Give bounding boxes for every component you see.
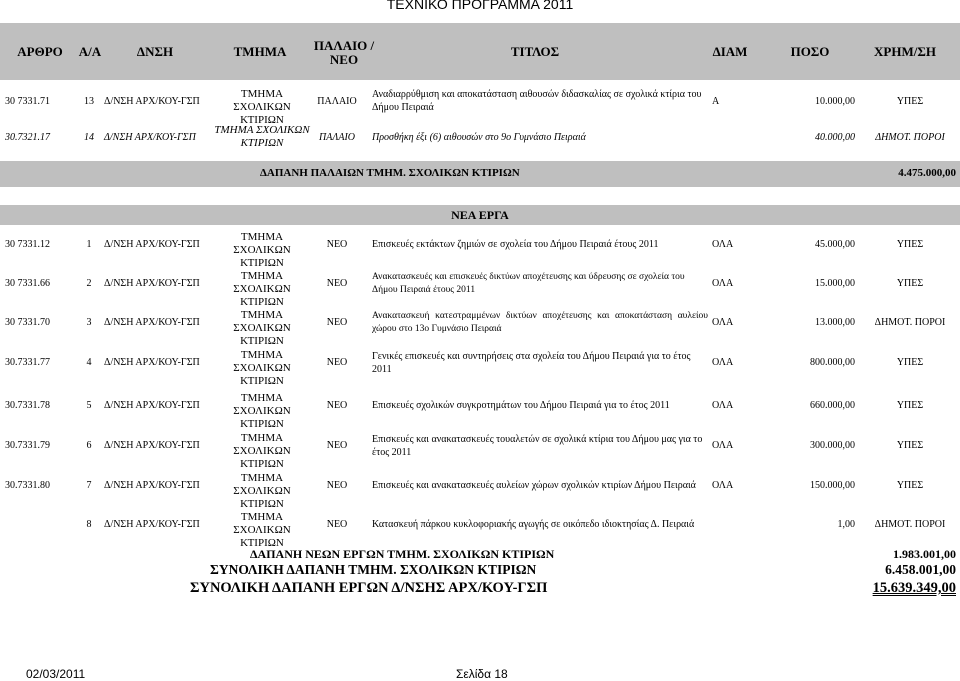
top-bar xyxy=(0,0,960,14)
row-diam: ΟΛΑ xyxy=(712,239,734,250)
section-new-heading: ΝΕΑ ΕΡΓΑ xyxy=(451,208,509,222)
row-type: ΝΕΟ xyxy=(326,400,348,411)
row-code: 30 7331.70 xyxy=(5,317,50,328)
row-poso: 300.000,00 xyxy=(810,440,855,451)
row-aa: 6 xyxy=(86,440,92,451)
row-tmhma xyxy=(212,309,312,348)
table-row xyxy=(0,392,960,430)
row-tmhma xyxy=(212,124,312,150)
total-new-label: ΔΑΠΑΝΗ ΝΕΩΝ ΕΡΓΩΝ ΤΜΗΜ. ΣΧΟΛΙΚΩΝ ΚΤΙΡΙΩΝ xyxy=(250,547,555,561)
row-xrim: ΥΠΕΣ xyxy=(896,96,924,107)
row-title: Ανακατασκευές και επισκευές δικτύων αποχέτευσης και ύδρευσης σε σχολεία του Δήμου Πειραιά έτους 2011 xyxy=(372,272,685,295)
row-aa: 13 xyxy=(84,96,94,107)
row-dnsh: Δ/ΝΣΗ ΑΡΧ/ΚΟΥ-ΓΣΠ xyxy=(104,357,200,368)
row-xrim: ΥΠΕΣ xyxy=(896,440,924,451)
row-tmhma-line1: ΤΜΗΜΑ ΣΧΟΛΙΚΩΝ xyxy=(233,432,291,457)
row-aa: 7 xyxy=(86,480,92,491)
row-tmhma xyxy=(212,231,312,270)
row-code: 30.7331.77 xyxy=(5,357,50,368)
row-dnsh: Δ/ΝΣΗ ΑΡΧ/ΚΟΥ-ΓΣΠ xyxy=(104,239,200,250)
row-tmhma-line2: ΚΤΙΡΙΩΝ xyxy=(240,335,284,347)
row-type: ΝΕΟ xyxy=(326,239,348,250)
row-xrim: ΥΠΕΣ xyxy=(896,239,924,250)
row-tmhma-line2: ΚΤΙΡΙΩΝ xyxy=(240,375,284,387)
table-row xyxy=(0,432,960,470)
row-diam: ΟΛΑ xyxy=(712,440,734,451)
old-total-band xyxy=(0,161,960,187)
row-diam: ΟΛΑ xyxy=(712,357,734,368)
row-poso: 150.000,00 xyxy=(810,480,855,491)
row-code: 30 7331.71 xyxy=(5,96,50,107)
table-row xyxy=(0,511,960,549)
total-directorate-label: ΣΥΝΟΛΙΚΗ ΔΑΠΑΝΗ ΕΡΓΩΝ Δ/ΝΣΗΣ ΑΡΧ/ΚΟΥ-ΓΣΠ xyxy=(190,580,548,596)
row-tmhma-line1: ΤΜΗΜΑ ΣΧΟΛΙΚΩΝ xyxy=(233,270,291,295)
row-aa: 8 xyxy=(86,519,92,530)
row-code: 30.7331.78 xyxy=(5,400,50,411)
row-xrim: ΥΠΕΣ xyxy=(896,480,924,491)
row-code: 30.7331.79 xyxy=(5,440,50,451)
row-xrim: ΔΗΜΟΤ. ΠΟΡΟΙ xyxy=(875,132,945,143)
row-tmhma-line2: ΚΤΙΡΙΩΝ xyxy=(240,257,284,269)
header-diam: ΔΙΑΜ xyxy=(712,44,748,59)
row-aa: 2 xyxy=(86,278,92,289)
row-aa: 14 xyxy=(84,132,94,143)
row-tmhma xyxy=(212,511,312,550)
header-poso: ΠΟΣΟ xyxy=(790,44,830,59)
row-tmhma-line1: ΤΜΗΜΑ ΣΧΟΛΙΚΩΝ xyxy=(233,349,291,374)
table-row xyxy=(0,231,960,269)
row-diam: ΟΛΑ xyxy=(712,480,734,491)
table-row xyxy=(0,309,960,347)
row-poso: 1,00 xyxy=(837,519,855,530)
row-title: Επισκευές και ανακατασκευές αυλείων χώρων σχολικών κτιρίων Δήμου Πειραιά xyxy=(372,480,696,491)
row-diam: ΟΛΑ xyxy=(712,317,734,328)
row-type: ΝΕΟ xyxy=(326,440,348,451)
row-tmhma-line1: ΤΜΗΜΑ ΣΧΟΛΙΚΩΝ xyxy=(233,231,291,256)
row-poso: 10.000,00 xyxy=(815,96,855,107)
row-tmhma-line2: ΚΤΙΡΙΩΝ xyxy=(240,537,284,549)
section-new-band xyxy=(0,205,960,225)
total-new-value: 1.983.001,00 xyxy=(893,547,956,561)
total-directorate-value: 15.639.349,00 xyxy=(872,580,956,596)
row-tmhma-line2: ΚΤΙΡΙΩΝ xyxy=(240,296,284,308)
row-type: ΠΑΛΑΙΟ xyxy=(317,96,357,107)
row-poso: 800.000,00 xyxy=(810,357,855,368)
row-tmhma xyxy=(212,349,312,388)
row-diam: ΟΛΑ xyxy=(712,400,734,411)
row-type: ΠΑΛΑΙΟ xyxy=(318,132,356,143)
row-code: 30.7321.17 xyxy=(5,132,50,143)
row-code: 30 7331.66 xyxy=(5,278,50,289)
row-dnsh: Δ/ΝΣΗ ΑΡΧ/ΚΟΥ-ΓΣΠ xyxy=(104,519,200,530)
row-tmhma xyxy=(212,392,312,431)
row-diam: ΟΛΑ xyxy=(712,278,734,289)
row-dnsh: Δ/ΝΣΗ ΑΡΧ/ΚΟΥ-ΓΣΠ xyxy=(104,400,200,411)
row-dnsh: Δ/ΝΣΗ ΑΡΧ/ΚΟΥ-ΓΣΠ xyxy=(104,440,200,451)
table-header xyxy=(0,23,960,80)
row-diam: Α xyxy=(712,96,720,107)
row-title: Γενικές επισκευές και συντηρήσεις στα σχολεία του Δήμου Πειραιά για το έτος 2011 xyxy=(372,351,691,375)
row-poso: 13.000,00 xyxy=(815,317,855,328)
header-titlos: ΤΙΤΛΟΣ xyxy=(510,44,560,59)
header-xrim: ΧΡΗΜ/ΣΗ xyxy=(874,44,936,59)
row-type: ΝΕΟ xyxy=(326,480,348,491)
row-title: Επισκευές σχολικών συγκροτημάτων του Δήμου Πειραιά για το έτος 2011 xyxy=(372,400,670,411)
footer-date: 02/03/2011 xyxy=(26,667,86,681)
row-tmhma-line2: ΚΤΙΡΙΩΝ xyxy=(240,137,284,149)
header-arthro: ΑΡΘΡΟ xyxy=(17,44,63,59)
row-xrim: ΔΗΜΟΤ. ΠΟΡΟΙ xyxy=(874,317,946,328)
row-poso: 15.000,00 xyxy=(815,278,855,289)
row-xrim: ΥΠΕΣ xyxy=(896,400,924,411)
row-tmhma xyxy=(212,88,312,127)
row-xrim: ΔΗΜΟΤ. ΠΟΡΟΙ xyxy=(874,519,946,530)
row-aa: 4 xyxy=(86,357,92,368)
row-type: ΝΕΟ xyxy=(326,317,348,328)
row-tmhma-line1: ΤΜΗΜΑ ΣΧΟΛΙΚΩΝ xyxy=(233,472,291,497)
total-dept-label: ΣΥΝΟΛΙΚΗ ΔΑΠΑΝΗ ΤΜΗΜ. ΣΧΟΛΙΚΩΝ ΚΤΙΡΙΩΝ xyxy=(210,562,537,577)
row-type: ΝΕΟ xyxy=(326,519,348,530)
row-tmhma-line2: ΚΤΙΡΙΩΝ xyxy=(240,458,284,470)
row-title: Αναδιαρρύθμιση και αποκατάσταση αιθουσών διδασκαλίας σε σχολικά κτίρια του Δήμου Πειραιά xyxy=(372,89,702,113)
page-title: ΤΕΧΝΙΚΟ ΠΡΟΓΡΑΜΜΑ 2011 xyxy=(386,0,574,12)
row-tmhma-line1: ΤΜΗΜΑ ΣΧΟΛΙΚΩΝ xyxy=(233,511,291,536)
row-tmhma xyxy=(212,432,312,471)
row-title: Επισκευές και ανακατασκευές τουαλετών σε σχολικά κτίρια του Δήμου μας για το έτος 2011 xyxy=(372,434,703,458)
row-dnsh: Δ/ΝΣΗ ΑΡΧ/ΚΟΥ-ΓΣΠ xyxy=(104,278,200,289)
row-aa: 5 xyxy=(86,400,92,411)
row-title: Προσθήκη έξι (6) αιθουσών στο 9ο Γυμνάσιο Πειραιά xyxy=(372,132,586,143)
row-tmhma-line1: ΤΜΗΜΑ ΣΧΟΛΙΚΩΝ xyxy=(214,124,310,136)
row-type: ΝΕΟ xyxy=(326,278,348,289)
old-total-label: ΔΑΠΑΝΗ ΠΑΛΑΙΩΝ ΤΜΗΜ. ΣΧΟΛΙΚΩΝ ΚΤΙΡΙΩΝ xyxy=(260,167,520,179)
header-palaio-line2: ΝΕΟ xyxy=(329,52,359,67)
row-title: Ανακατασκευή κατεστραμμένων δικτύων αποχέτευσης και αποκατάσταση αυλείου χώρου στο 13ο Γυμνάσιο Πειραιά xyxy=(372,311,708,334)
row-tmhma-line2: ΚΤΙΡΙΩΝ xyxy=(240,498,284,510)
table-row xyxy=(0,124,960,152)
row-tmhma xyxy=(212,270,312,309)
row-poso: 45.000,00 xyxy=(815,239,855,250)
row-dnsh: Δ/ΝΣΗ ΑΡΧ/ΚΟΥ-ΓΣΠ xyxy=(104,132,196,143)
row-xrim: ΥΠΕΣ xyxy=(896,278,924,289)
row-tmhma-line2: ΚΤΙΡΙΩΝ xyxy=(240,114,284,126)
header-palaio-line1: ΠΑΛΑΙΟ / xyxy=(313,38,375,53)
row-dnsh: Δ/ΝΣΗ ΑΡΧ/ΚΟΥ-ΓΣΠ xyxy=(104,96,200,107)
header-aa: Α/Α xyxy=(78,44,102,59)
row-tmhma-line1: ΤΜΗΜΑ ΣΧΟΛΙΚΩΝ xyxy=(233,309,291,334)
table-row xyxy=(0,472,960,510)
row-tmhma-line1: ΤΜΗΜΑ ΣΧΟΛΙΚΩΝ xyxy=(233,88,291,113)
row-title: Επισκευές εκτάκτων ζημιών σε σχολεία του Δήμου Πειραιά έτους 2011 xyxy=(372,239,659,250)
footer-page-number: Σελίδα 18 xyxy=(456,667,508,681)
row-tmhma xyxy=(212,472,312,511)
header-dnsh: ΔΝΣΗ xyxy=(136,44,174,59)
table-row xyxy=(0,270,960,308)
row-tmhma-line2: ΚΤΙΡΙΩΝ xyxy=(240,418,284,430)
row-xrim: ΥΠΕΣ xyxy=(896,357,924,368)
table-row xyxy=(0,88,960,126)
header-palaio xyxy=(308,39,380,67)
row-aa: 3 xyxy=(86,317,92,328)
old-total-value: 4.475.000,00 xyxy=(898,167,956,179)
row-aa: 1 xyxy=(86,239,92,250)
row-dnsh: Δ/ΝΣΗ ΑΡΧ/ΚΟΥ-ΓΣΠ xyxy=(104,317,200,328)
total-dept-value: 6.458.001,00 xyxy=(885,562,956,577)
row-dnsh: Δ/ΝΣΗ ΑΡΧ/ΚΟΥ-ΓΣΠ xyxy=(104,480,200,491)
row-tmhma-line1: ΤΜΗΜΑ ΣΧΟΛΙΚΩΝ xyxy=(233,392,291,417)
table-row xyxy=(0,349,960,387)
row-code: 30.7331.80 xyxy=(5,480,50,491)
row-code: 30 7331.12 xyxy=(5,239,50,250)
row-poso: 660.000,00 xyxy=(810,400,855,411)
row-type: ΝΕΟ xyxy=(326,357,348,368)
row-title: Κατασκευή πάρκου κυκλοφοριακής αγωγής σε οικόπεδο ιδιοκτησίας Δ. Πειραιά xyxy=(372,519,695,530)
row-poso: 40.000,00 xyxy=(815,132,855,143)
header-tmhma: ΤΜΗΜΑ xyxy=(233,44,287,59)
